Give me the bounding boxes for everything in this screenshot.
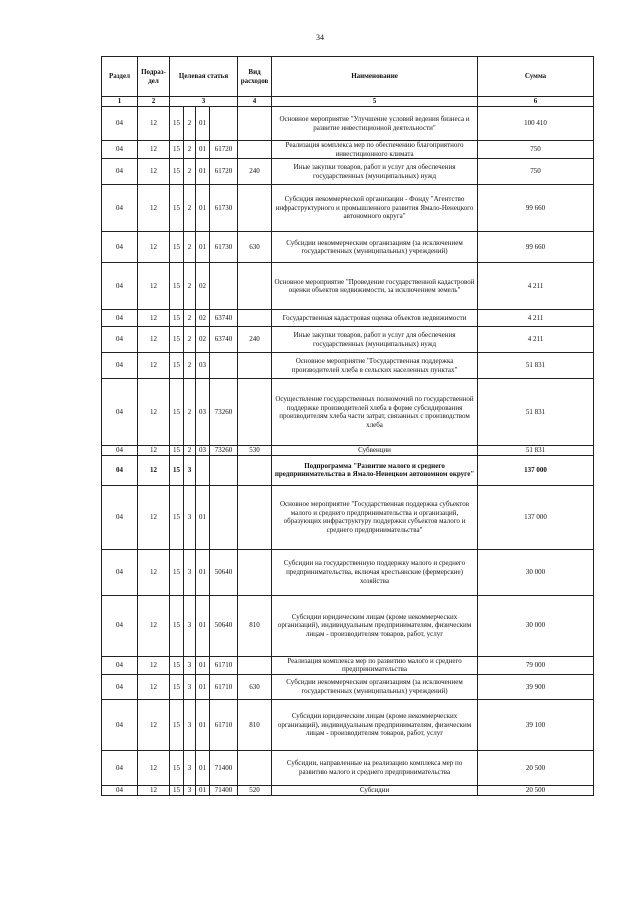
column-number: 1 (102, 97, 138, 107)
cell-target-event: 01 (196, 699, 210, 750)
cell-target-direction: 73260 (210, 379, 238, 446)
cell-sum: 99 660 (478, 185, 594, 232)
cell-exp-type (238, 141, 272, 159)
column-number: 6 (478, 97, 594, 107)
cell-target-subprogram: 2 (184, 379, 196, 446)
cell-target-event: 01 (196, 595, 210, 656)
table-row (102, 310, 594, 327)
cell-sum: 99 660 (478, 232, 594, 263)
cell-exp-type (238, 353, 272, 379)
cell-target-program: 15 (170, 656, 184, 674)
cell-target-program: 15 (170, 785, 184, 795)
cell-target-program: 15 (170, 595, 184, 656)
cell-exp-type: 630 (238, 232, 272, 263)
cell-target-program: 15 (170, 310, 184, 327)
cell-exp-type (238, 379, 272, 446)
cell-sum: 137 000 (478, 485, 594, 549)
cell-name: Субсидии юридическим лицам (кроме некоммерческих организаций), индивидуальным предпринимателям, физическим лицам - производителям товаров, работ, услуг (272, 595, 478, 656)
cell-name: Основное мероприятие "Улучшение условий ведения бизнеса и развитие инвестиционной деятельности" (272, 107, 478, 141)
cell-section: 04 (102, 656, 138, 674)
cell-subsection: 12 (138, 379, 170, 446)
cell-target-subprogram: 3 (184, 595, 196, 656)
cell-name: Субсидии (272, 785, 478, 795)
cell-sum: 51 831 (478, 379, 594, 446)
page-number: 34 (316, 33, 324, 42)
header-target: Целевая статья (170, 57, 238, 97)
cell-target-subprogram: 2 (184, 353, 196, 379)
table-row (102, 232, 594, 263)
cell-subsection: 12 (138, 159, 170, 185)
cell-name: Реализация комплекса мер по обеспечению благоприятного инвестиционного климата (272, 141, 478, 159)
cell-target-program: 15 (170, 674, 184, 699)
cell-target-event: 01 (196, 107, 210, 141)
table-row (102, 549, 594, 595)
cell-target-subprogram: 3 (184, 750, 196, 785)
cell-target-event: 03 (196, 353, 210, 379)
cell-target-direction: 71400 (210, 750, 238, 785)
cell-target-program: 15 (170, 107, 184, 141)
cell-subsection: 12 (138, 185, 170, 232)
table-row (102, 263, 594, 310)
cell-section: 04 (102, 446, 138, 456)
budget-table (101, 56, 594, 796)
table-row (102, 785, 594, 795)
header-row (102, 57, 594, 97)
cell-sum: 4 211 (478, 263, 594, 310)
table-row (102, 379, 594, 446)
cell-target-program: 15 (170, 141, 184, 159)
cell-subsection: 12 (138, 785, 170, 795)
table-row (102, 446, 594, 456)
cell-exp-type (238, 455, 272, 485)
cell-target-direction (210, 353, 238, 379)
cell-name: Государственная кадастровая оценка объектов недвижимости (272, 310, 478, 327)
cell-section: 04 (102, 159, 138, 185)
cell-subsection: 12 (138, 353, 170, 379)
table-row (102, 485, 594, 549)
cell-target-direction: 50640 (210, 549, 238, 595)
cell-target-subprogram: 3 (184, 485, 196, 549)
cell-target-program: 15 (170, 699, 184, 750)
cell-sum: 137 000 (478, 455, 594, 485)
cell-target-subprogram: 2 (184, 141, 196, 159)
cell-name: Иные закупки товаров, работ и услуг для обеспечения государственных (муниципальных) нужд (272, 159, 478, 185)
cell-target-subprogram: 3 (184, 785, 196, 795)
cell-exp-type (238, 107, 272, 141)
cell-target-program: 15 (170, 446, 184, 456)
table-row (102, 750, 594, 785)
cell-target-program: 15 (170, 455, 184, 485)
cell-target-event: 01 (196, 750, 210, 785)
cell-target-event: 01 (196, 674, 210, 699)
cell-target-direction: 61720 (210, 159, 238, 185)
column-number: 3 (170, 97, 238, 107)
table-row (102, 159, 594, 185)
cell-target-direction: 61710 (210, 674, 238, 699)
column-number-row (102, 97, 594, 107)
column-number: 2 (138, 97, 170, 107)
cell-target-direction: 61730 (210, 185, 238, 232)
cell-section: 04 (102, 232, 138, 263)
cell-target-direction (210, 455, 238, 485)
table-row (102, 656, 594, 674)
cell-target-subprogram: 3 (184, 549, 196, 595)
cell-section: 04 (102, 379, 138, 446)
cell-target-subprogram: 2 (184, 327, 196, 353)
cell-name: Основное мероприятие "Государственная поддержка производителей хлеба в сельских населенных пунктах" (272, 353, 478, 379)
cell-subsection: 12 (138, 549, 170, 595)
cell-target-event: 01 (196, 549, 210, 595)
cell-sum: 30 000 (478, 549, 594, 595)
cell-name: Субсидии на государственную поддержку малого и среднего предпринимательства, включая крестьянские (фермерские) хозяйства (272, 549, 478, 595)
cell-exp-type: 240 (238, 159, 272, 185)
cell-sum: 750 (478, 159, 594, 185)
cell-section: 04 (102, 750, 138, 785)
cell-section: 04 (102, 327, 138, 353)
cell-target-event: 01 (196, 785, 210, 795)
cell-section: 04 (102, 310, 138, 327)
cell-subsection: 12 (138, 674, 170, 699)
cell-target-program: 15 (170, 549, 184, 595)
cell-target-event: 01 (196, 159, 210, 185)
header-section: Раздел (102, 57, 138, 97)
table-row (102, 699, 594, 750)
cell-target-event: 01 (196, 485, 210, 549)
cell-exp-type (238, 656, 272, 674)
cell-sum: 51 831 (478, 446, 594, 456)
cell-name: Основное мероприятие "Государственная поддержка субъектов малого и среднего предпринимательства и организаций, образующих инфраструктуру поддержки субъектов малого и среднего предпринимательства" (272, 485, 478, 549)
cell-exp-type: 520 (238, 785, 272, 795)
cell-name: Субсидии, направленные на реализацию комплекса мер по развитию малого и среднего предпринимательства (272, 750, 478, 785)
table-row (102, 674, 594, 699)
cell-sum: 4 211 (478, 327, 594, 353)
cell-exp-type: 240 (238, 327, 272, 353)
cell-subsection: 12 (138, 107, 170, 141)
cell-target-program: 15 (170, 232, 184, 263)
cell-subsection: 12 (138, 750, 170, 785)
cell-name: Основное мероприятие "Проведение государственной кадастровой оценки объектов недвижимости, за исключением земель" (272, 263, 478, 310)
cell-sum: 750 (478, 141, 594, 159)
cell-exp-type (238, 185, 272, 232)
cell-target-event: 02 (196, 263, 210, 310)
cell-sum: 4 211 (478, 310, 594, 327)
cell-subsection: 12 (138, 485, 170, 549)
cell-target-program: 15 (170, 159, 184, 185)
cell-name: Осуществление государственных полномочий по государственной поддержке производителей хлеба в форме субсидирования производителям хлеба части затрат, связанных с производством хлеба (272, 379, 478, 446)
cell-name: Субсидии некоммерческим организациям (за исключением государственных (муниципальных) учреждений) (272, 674, 478, 699)
cell-target-direction: 61710 (210, 699, 238, 750)
cell-target-subprogram: 2 (184, 310, 196, 327)
cell-sum: 30 000 (478, 595, 594, 656)
column-number: 5 (272, 97, 478, 107)
cell-target-direction: 61720 (210, 141, 238, 159)
cell-subsection: 12 (138, 232, 170, 263)
cell-target-event: 03 (196, 446, 210, 456)
cell-target-subprogram: 3 (184, 699, 196, 750)
cell-section: 04 (102, 185, 138, 232)
cell-target-program: 15 (170, 485, 184, 549)
cell-target-direction: 63740 (210, 327, 238, 353)
cell-target-subprogram: 3 (184, 656, 196, 674)
cell-sum: 51 831 (478, 353, 594, 379)
cell-section: 04 (102, 699, 138, 750)
cell-sum: 20 500 (478, 750, 594, 785)
cell-target-direction: 61730 (210, 232, 238, 263)
cell-name: Подпрограмма "Развитие малого и среднего предпринимательства в Ямало-Ненецком автономном округе" (272, 455, 478, 485)
cell-target-program: 15 (170, 263, 184, 310)
cell-name: Субсидии некоммерческим организациям (за исключением государственных (муниципальных) учреждений) (272, 232, 478, 263)
cell-subsection: 12 (138, 263, 170, 310)
cell-sum: 20 500 (478, 785, 594, 795)
header-name: Наименование (272, 57, 478, 97)
cell-target-direction (210, 263, 238, 310)
cell-exp-type (238, 310, 272, 327)
table-row (102, 327, 594, 353)
header-sum: Сумма (478, 57, 594, 97)
cell-target-direction (210, 485, 238, 549)
cell-section: 04 (102, 785, 138, 795)
cell-target-subprogram: 2 (184, 185, 196, 232)
cell-target-event (196, 455, 210, 485)
column-number: 4 (238, 97, 272, 107)
cell-sum: 79 000 (478, 656, 594, 674)
table-row (102, 107, 594, 141)
header-exp-type: Вид расходов (238, 57, 272, 97)
cell-subsection: 12 (138, 141, 170, 159)
cell-target-direction: 50640 (210, 595, 238, 656)
cell-section: 04 (102, 107, 138, 141)
table-row (102, 141, 594, 159)
cell-section: 04 (102, 263, 138, 310)
cell-subsection: 12 (138, 446, 170, 456)
cell-exp-type (238, 263, 272, 310)
cell-name: Реализация комплекса мер по развитию малого и среднего предпринимательства (272, 656, 478, 674)
cell-target-subprogram: 2 (184, 232, 196, 263)
cell-exp-type: 530 (238, 446, 272, 456)
cell-target-direction (210, 107, 238, 141)
cell-exp-type (238, 750, 272, 785)
cell-target-event: 01 (196, 232, 210, 263)
cell-target-subprogram: 3 (184, 455, 196, 485)
cell-target-subprogram: 2 (184, 107, 196, 141)
cell-target-subprogram: 2 (184, 263, 196, 310)
cell-exp-type: 810 (238, 595, 272, 656)
cell-target-direction: 73260 (210, 446, 238, 456)
cell-target-event: 01 (196, 185, 210, 232)
cell-subsection: 12 (138, 327, 170, 353)
cell-exp-type: 810 (238, 699, 272, 750)
table-row (102, 185, 594, 232)
cell-exp-type: 630 (238, 674, 272, 699)
cell-section: 04 (102, 455, 138, 485)
cell-section: 04 (102, 141, 138, 159)
cell-target-program: 15 (170, 185, 184, 232)
cell-exp-type (238, 485, 272, 549)
cell-target-direction: 63740 (210, 310, 238, 327)
cell-section: 04 (102, 595, 138, 656)
header-subsection: Подраз-дел (138, 57, 170, 97)
cell-target-subprogram: 3 (184, 674, 196, 699)
cell-exp-type (238, 549, 272, 595)
cell-target-program: 15 (170, 353, 184, 379)
cell-target-subprogram: 2 (184, 446, 196, 456)
cell-name: Иные закупки товаров, работ и услуг для обеспечения государственных (муниципальных) нужд (272, 327, 478, 353)
cell-sum: 39 900 (478, 674, 594, 699)
cell-target-event: 03 (196, 379, 210, 446)
cell-target-event: 01 (196, 656, 210, 674)
cell-target-direction: 61710 (210, 656, 238, 674)
cell-target-program: 15 (170, 379, 184, 446)
cell-name: Субвенции (272, 446, 478, 456)
table-row (102, 595, 594, 656)
table-body (102, 107, 594, 796)
cell-section: 04 (102, 549, 138, 595)
cell-target-event: 02 (196, 310, 210, 327)
cell-target-direction: 71400 (210, 785, 238, 795)
cell-sum: 39 100 (478, 699, 594, 750)
cell-subsection: 12 (138, 310, 170, 327)
cell-target-event: 01 (196, 141, 210, 159)
table-row (102, 353, 594, 379)
cell-section: 04 (102, 674, 138, 699)
cell-target-event: 02 (196, 327, 210, 353)
cell-subsection: 12 (138, 595, 170, 656)
cell-subsection: 12 (138, 699, 170, 750)
table-row (102, 455, 594, 485)
cell-sum: 100 410 (478, 107, 594, 141)
cell-subsection: 12 (138, 455, 170, 485)
cell-section: 04 (102, 485, 138, 549)
cell-target-subprogram: 2 (184, 159, 196, 185)
cell-target-program: 15 (170, 327, 184, 353)
cell-section: 04 (102, 353, 138, 379)
cell-target-program: 15 (170, 750, 184, 785)
cell-subsection: 12 (138, 656, 170, 674)
cell-name: Субсидия некоммерческой организации - Фонду "Агентство инфраструктурного и промышленного развития Ямало-Ненецкого автономного округа" (272, 185, 478, 232)
cell-name: Субсидии юридическим лицам (кроме некоммерческих организаций), индивидуальным предпринимателям, физическим лицам - производителям товаров, работ, услуг (272, 699, 478, 750)
